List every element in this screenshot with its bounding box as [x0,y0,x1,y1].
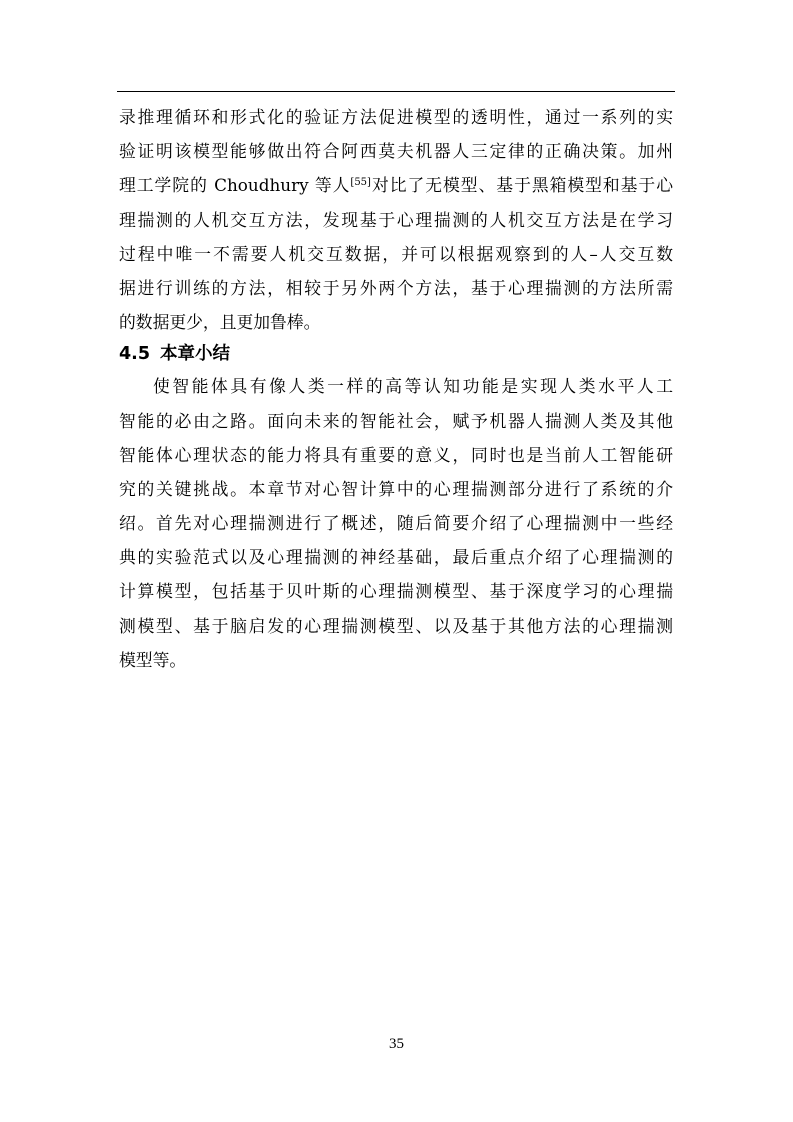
text-line: 的数据更少，且更加鲁棒。 [119,312,321,333]
paragraph-continued [119,100,673,339]
section-heading [119,339,673,369]
text-line: 验证明该模型能够做出符合阿西莫夫机器人三定律的正确决策。加州 [119,141,673,162]
text-line: 录推理循环和形式化的验证方法促进模型的透明性，通过一系列的实 [119,107,673,127]
text-line-with-citation [119,168,673,202]
section-number: 4.5 [119,344,151,365]
text-line: 据进行训练的方法，相较于另外两个方法，基于心理揣测的方法所需 [119,277,673,298]
text-line: 计算模型，包括基于贝叶斯的心理揣测模型、基于深度学习的心理揣 [119,581,673,602]
text-line: 绍。首先对心理揣测进行了概述，随后简要介绍了心理揣测中一些经 [119,513,673,534]
text-line: 究的关键挑战。本章节对心智计算中的心理揣测部分进行了系统的介 [119,478,673,499]
page-number: 35 [389,1036,404,1052]
text-segment: 对比了无模型、基于黑箱模型和基于心 [370,175,673,196]
text-line: 模型等。 [119,649,187,670]
text-line: 智能的必由之路。面向未来的智能社会，赋予机器人揣测人类及其他 [119,410,673,431]
text-segment: 理工学院的 Choudhury 等人 [119,175,351,196]
text-line: 过程中唯一不需要人机交互数据，并可以根据观察到的人–人交互数 [119,243,673,264]
section-title: 本章小结 [160,344,231,365]
header-rule [117,91,675,92]
text-line: 测模型、基于脑启发的心理揣测模型、以及基于其他方法的心理揣测 [119,615,673,636]
citation-ref[interactable]: [55] [350,177,371,189]
text-line: 智能体心理状态的能力将具有重要的意义，同时也是当前人工智能研 [119,444,673,465]
text-line: 典的实验范式以及心理揣测的神经基础，最后重点介绍了心理揣测的 [119,547,673,568]
text-line: 理揣测的人机交互方法，发现基于心理揣测的人机交互方法是在学习 [119,209,673,230]
text-line: 使智能体具有像人类一样的高等认知功能是实现人类水平人工 [153,376,673,397]
page-content [119,100,673,677]
paragraph-summary [119,369,673,677]
